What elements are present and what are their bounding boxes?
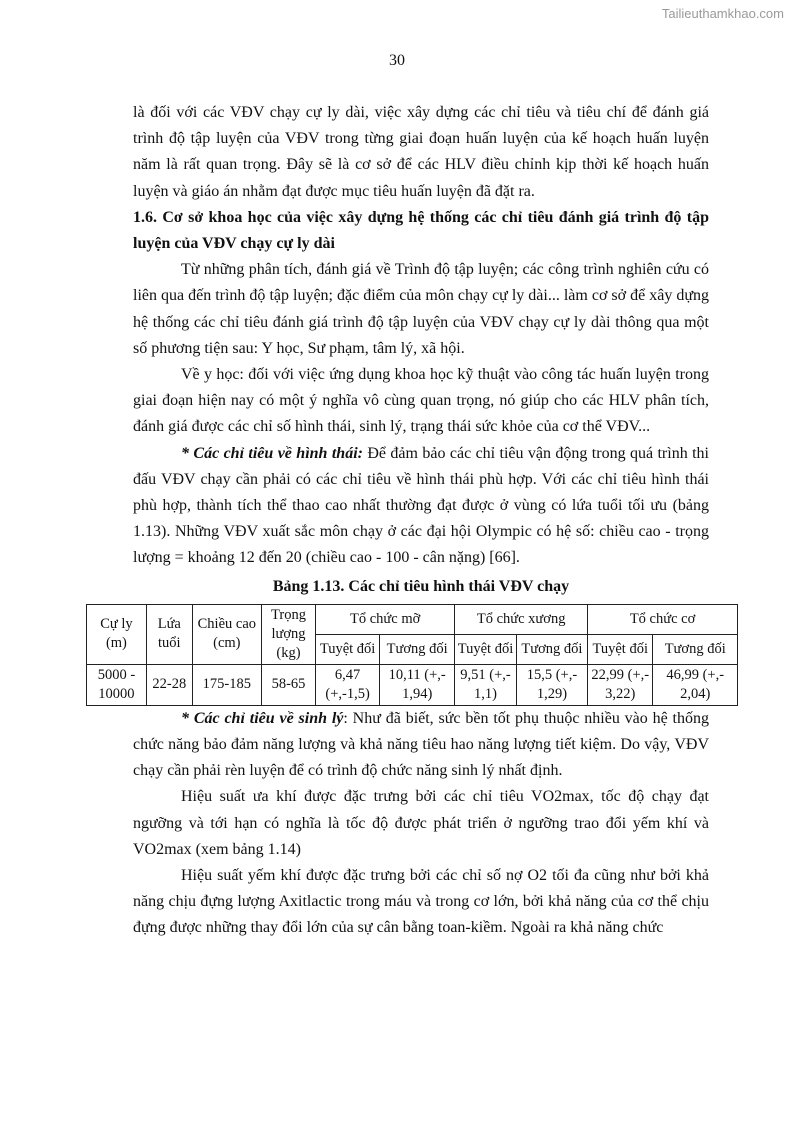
header-muscle-relative: Tương đối — [653, 634, 738, 664]
cell-bone-absolute: 9,51 (+,- 1,1) — [455, 664, 517, 705]
table-caption: Bảng 1.13. Các chỉ tiêu hình thái VĐV chạy — [272, 577, 570, 595]
watermark: Tailieuthamkhao.com — [661, 6, 784, 21]
header-bone: Tổ chức xương — [455, 604, 588, 634]
header-bone-absolute: Tuyệt đối — [455, 634, 517, 664]
paragraph-4-text: : Như đã biết, sức bền tốt phụ thuộc nhiều vào hệ thống chức năng bảo đảm năng lượng và khả năng tiêu hao năng lượng tiết kiệm. Do vậy, VĐV chạy cần phải rèn luyện để có trình độ chức năng sinh lý nhất định. — [133, 709, 710, 780]
paragraph-2: Về y học: đối với việc ứng dụng khoa học kỹ thuật vào công tác huấn luyện trong giai đoạn hiện nay có một ý nghĩa vô cùng quan trọng, nó giúp cho các HLV phân tích, đánh giá được các chỉ số hình thái, sinh lý, trạng thái sức khỏe của cơ thể VĐV... — [133, 366, 709, 436]
paragraph-3-lead: * Các chỉ tiêu về hình thái: — [181, 444, 363, 462]
morphology-table — [86, 604, 738, 706]
cell-age: 22-28 — [146, 664, 192, 705]
paragraph-4 — [133, 706, 709, 785]
paragraph-1: Từ những phân tích, đánh giá về Trình độ tập luyện; các công trình nghiên cứu có liên qua đến trình độ tập luyện; đặc điểm của môn chạy cự ly dài... làm cơ sở để xây dựng hệ thống các chỉ tiêu đánh giá trình độ tập luyện của VĐV chạy cự ly dài thông qua một số phương tiện sau: Y học, Sư phạm, tâm lý, xã hội. — [133, 261, 709, 357]
cell-bone-relative: 15,5 (+,- 1,29) — [516, 664, 587, 705]
page-number: 30 — [389, 52, 405, 69]
header-fat-absolute: Tuyệt đối — [316, 634, 380, 664]
header-muscle-absolute: Tuyệt đối — [588, 634, 653, 664]
intro-paragraph: là đối với các VĐV chạy cự ly dài, việc xây dựng các chỉ tiêu và tiêu chí để đánh giá trình độ tập luyện của VĐV trong từng giai đoạn huấn luyện của kế hoạch huấn luyện năm là rất quan trọng. Đây sẽ là cơ sở để các HLV điều chỉnh kịp thời kế hoạch huấn luyện và giáo án nhằm đạt được mục tiêu huấn luyện đã đặt ra. — [133, 104, 709, 200]
cell-height: 175-185 — [192, 664, 261, 705]
header-height: Chiều cao (cm) — [192, 604, 261, 664]
paragraph-3 — [133, 441, 709, 572]
cell-weight: 58-65 — [261, 664, 315, 705]
paragraph-6: Hiệu suất yếm khí được đặc trưng bởi các chỉ số nợ O2 tối đa cũng như bởi khả năng chịu đựng lượng Axitlactic trong máu và trong cơ lớn, bởi khả năng của cơ thể chịu đựng được những thay đổi lớn của sự cân bằng toan-kiềm. Ngoài ra khả năng chức — [133, 867, 709, 937]
cell-fat-absolute: 6,47 (+,-1,5) — [316, 664, 380, 705]
header-weight: Trọng lượng (kg) — [261, 604, 315, 664]
cell-fat-relative: 10,11 (+,- 1,94) — [380, 664, 455, 705]
header-age: Lứa tuổi — [146, 604, 192, 664]
paragraph-3-text: Để đảm bảo các chỉ tiêu vận động trong quá trình thi đấu VĐV chạy cần phải có các chỉ tiêu về hình thái phù hợp. Với các chỉ tiêu hình thái phù hợp, thành tích thể thao cao nhất thường đạt được ở vùng có lứa tuổi tối ưu (bảng 1.13). Những VĐV xuất sắc môn chạy ở các đại hội Olympic có hệ số: chiều cao - trọng lượng = khoảng 12 đến 20 (chiều cao - 100 - cân nặng) [66]. — [133, 444, 709, 567]
paragraph-4-lead: * Các chỉ tiêu về sinh lý — [181, 709, 344, 727]
header-fat: Tổ chức mỡ — [316, 604, 455, 634]
header-muscle: Tổ chức cơ — [588, 604, 738, 634]
section-heading: 1.6. Cơ sở khoa học của việc xây dựng hệ thống các chỉ tiêu đánh giá trình độ tập luyện của VĐV chạy cự ly dài — [133, 208, 709, 253]
header-distance: Cự ly (m) — [87, 604, 147, 664]
cell-muscle-absolute: 22,99 (+,- 3,22) — [588, 664, 653, 705]
header-fat-relative: Tương đối — [380, 634, 455, 664]
cell-distance: 5000 - 10000 — [87, 664, 147, 705]
paragraph-5: Hiệu suất ưa khí được đặc trưng bởi các chỉ tiêu VO2max, tốc độ chạy đạt ngưỡng và tới hạn có nghĩa là tốc độ được phát triển ở ngưỡng trao đổi yếm khí và VO2max (xem bảng 1.14) — [133, 788, 709, 858]
header-bone-relative: Tương đối — [516, 634, 587, 664]
cell-muscle-relative: 46,99 (+,- 2,04) — [653, 664, 738, 705]
table-header-row — [87, 604, 738, 634]
table-row — [87, 664, 738, 705]
document-body — [97, 100, 726, 942]
